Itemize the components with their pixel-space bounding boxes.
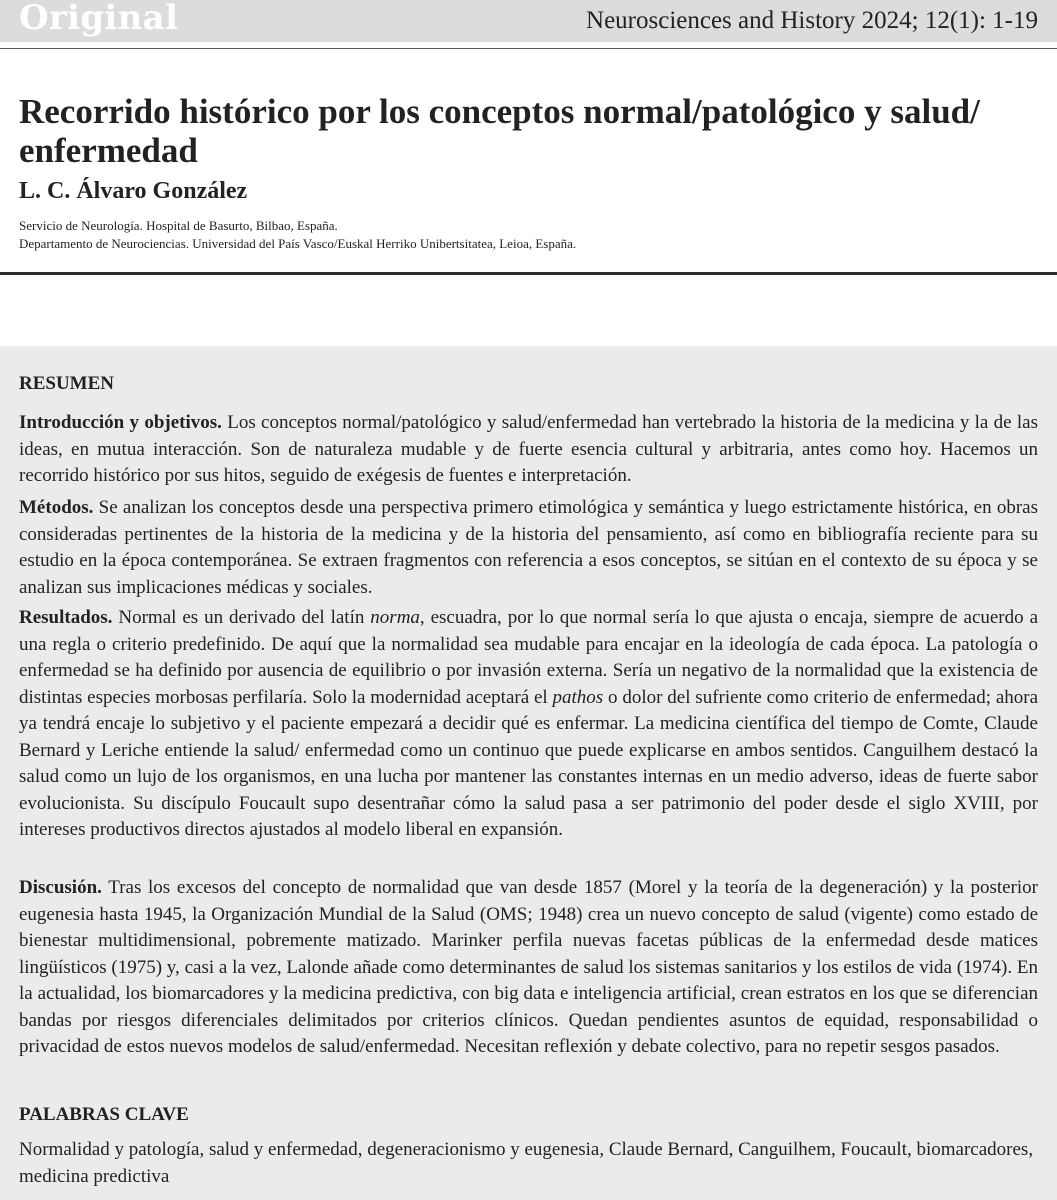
abstract-heading: RESUMEN bbox=[19, 373, 115, 394]
results-label: Resultados. bbox=[19, 607, 113, 628]
abstract-methods bbox=[19, 495, 1038, 601]
introduction-label: Introducción y objetivos. bbox=[19, 412, 222, 433]
article-author: L. C. Álvaro González bbox=[19, 178, 248, 204]
title-block-divider bbox=[0, 272, 1057, 275]
article-title: Recorrido histórico por los conceptos normal/patológico y salud/ enfermedad bbox=[19, 92, 980, 170]
abstract-introduction bbox=[19, 410, 1038, 490]
section-label: Original bbox=[19, 0, 179, 38]
header-divider bbox=[0, 48, 1057, 49]
introduction-text: Los conceptos normal/patológico y salud/enfermedad han vertebrado la historia de la medicina y la de las ideas, en mutua interacción. Son de naturaleza mudable y de fuerte esencia cultural y arbitraria, antes como hoy. Hacemos un recorrido histórico por sus hitos, seguido de exégesis de fuentes e interpretación. bbox=[19, 412, 1039, 486]
journal-header-bar bbox=[0, 0, 1057, 42]
keywords-heading: PALABRAS CLAVE bbox=[19, 1104, 189, 1125]
keywords-text: Normalidad y patología, salud y enfermedad, degeneracionismo y eugenesia, Claude Bernard, Canguilhem, Foucault, biomarcadores, medicina predictiva bbox=[19, 1139, 1034, 1187]
results-italic-pathos: pathos bbox=[552, 686, 604, 708]
results-text-2: , escuadra, por lo que normal sería lo que ajusta o encaja, siempre de acuerdo a una regla o criterio predefinido. De aquí que la normalidad sea mudable para encajar en la ideología de cada época. La patología o enfermedad se ha definido por ausencia de equilibrio o por invasión externa. Sería un negativo de la normalidad que la existencia de distintas especies morbosas perfilaría. Solo la modernidad aceptará el bbox=[19, 607, 1039, 708]
results-text-1: Normal es un derivado del latín bbox=[118, 607, 365, 628]
results-italic-norma: norma bbox=[370, 607, 420, 628]
methods-label: Métodos. bbox=[19, 497, 94, 518]
abstract-results bbox=[19, 605, 1038, 844]
results-text-3: o dolor del sufriente como criterio de enfermedad; ahora ya tendrá encaje lo subjetivo y el paciente empezará a decidir qué es enfermar. La medicina científica del tiempo de Comte, Claude Bernard y Leriche entiende la salud/ enfermedad como un continuo que puede explicarse en ambos sentidos. Canguilhem destacó la salud como un lujo de los organismos, en una lucha por mantener las constantes internas en un medio adverso, ideas de fuerte sabor evolucionista. Su discípulo Foucault supo desentrañar cómo la salud pasa a ser patrimonio del poder desde el siglo XVIII, por intereses productivos directos ajustados al modelo liberal en expansión. bbox=[19, 686, 1039, 840]
discussion-text: Tras los excesos del concepto de normalidad que van desde 1857 (Morel y la teoría de la degeneración) y la posterior eugenesia hasta 1945, la Organización Mundial de la Salud (OMS; 1948) crea un nuevo concepto de salud (vigente) como estado de bienestar multidimensional, pobremente matizado. Marinker perfila nuevas facetas públicas de la enfermedad desde matices lingüísticos (1975) y, casi a la vez, Lalonde añade como determinantes de salud los sistemas sanitarios y los estilos de vida (1974). En la actualidad, los biomarcadores y la medicina predictiva, con big data e inteligencia artificial, crean estratos en los que se diferencian bandas por riesgos diferenciales delimitados por criterios clínicos. Quedan pendientes asuntos de equidad, responsabilidad o privacidad de estos nuevos modelos de salud/enfermedad. Necesitan reflexión y debate colectivo, para no repetir sesgos pasados. bbox=[19, 877, 1038, 1057]
affiliation-1: Servicio de Neurología. Hospital de Basurto, Bilbao, España. bbox=[19, 218, 338, 233]
affiliation-2: Departamento de Neurociencias. Universidad del País Vasco/Euskal Herriko Unibertsitatea, Leioa, España. bbox=[19, 236, 577, 251]
methods-text: Se analizan los conceptos desde una perspectiva primero etimológica y semántica y luego estrictamente histórica, en obras consideradas pertinentes de la historia de la medicina y de la historia del pensamiento, así como en bibliografía reciente para su estudio en la época contemporánea. Se extraen fragmentos con referencia a esos conceptos, se sitúan en el contexto de su época y se analizan sus implicaciones médicas y sociales. bbox=[19, 497, 1038, 598]
abstract-discussion bbox=[19, 875, 1038, 1061]
discussion-label: Discusión. bbox=[19, 877, 102, 898]
journal-citation: Neurosciences and History 2024; 12(1): 1-19 bbox=[586, 7, 1038, 34]
